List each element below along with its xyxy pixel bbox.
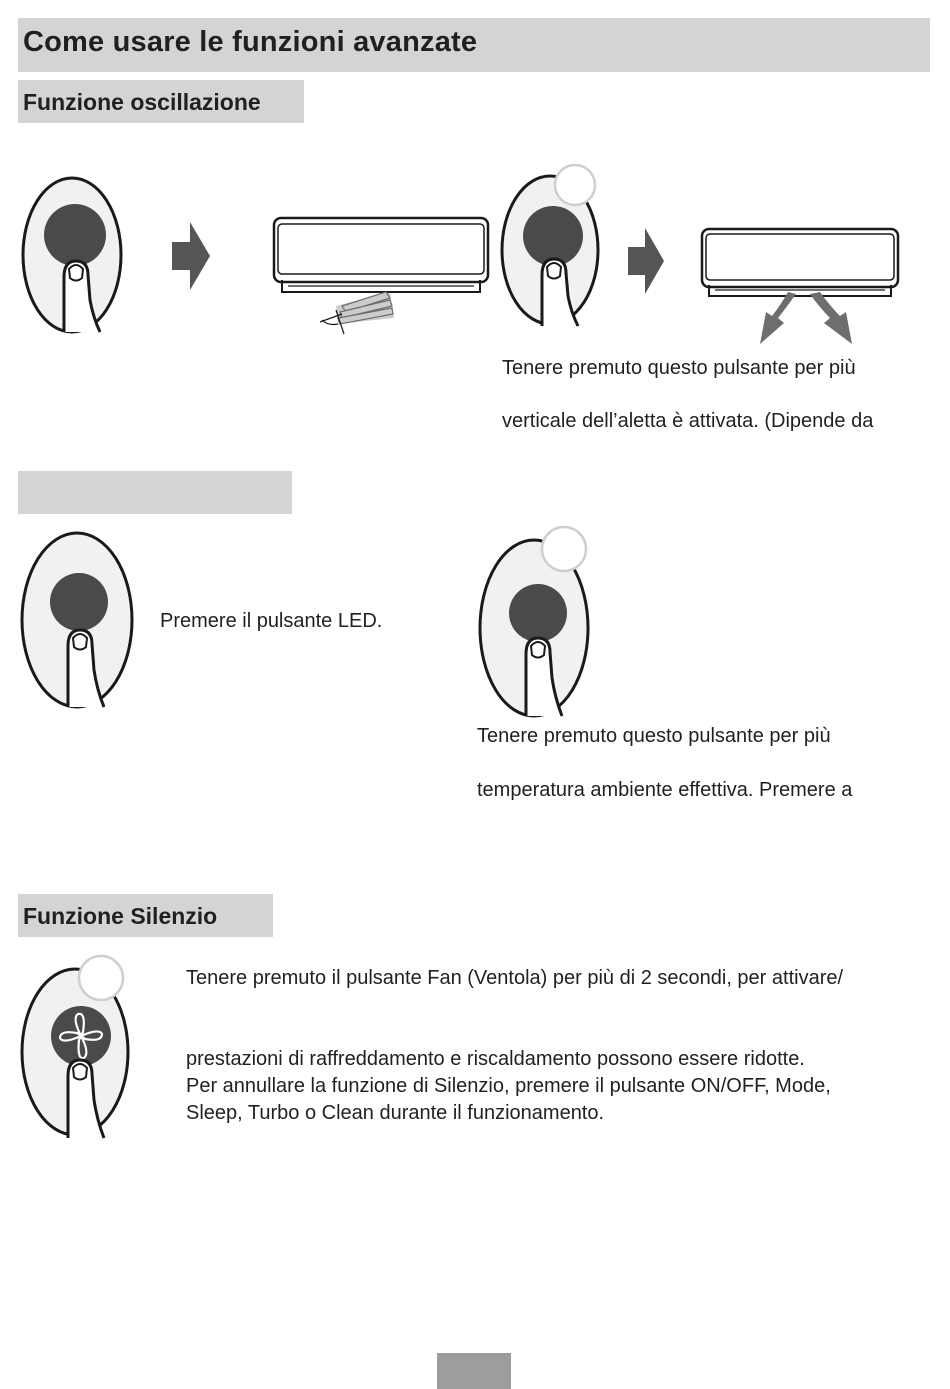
air-conditioner-illustration bbox=[272, 214, 492, 339]
silence-text-line3: Per annullare la funzione di Silenzio, premere il pulsante ON/OFF, Mode, bbox=[186, 1075, 831, 1097]
led-text-line2: temperatura ambiente effettiva. Premere a bbox=[477, 779, 853, 801]
swing-text-line1: Tenere premuto questo pulsante per più bbox=[502, 357, 856, 379]
section-bar-led bbox=[18, 471, 292, 514]
remote-button-hold-illustration bbox=[500, 160, 610, 332]
page-title: Come usare le funzioni avanzate bbox=[23, 26, 478, 58]
remote-led-hold-illustration bbox=[474, 522, 596, 720]
remote-led-button-illustration bbox=[20, 530, 138, 714]
silence-text-line4: Sleep, Turbo o Clean durante il funzionamento. bbox=[186, 1102, 605, 1124]
swing-text-line2: verticale dell’aletta è attivata. (Dipende da bbox=[502, 410, 874, 432]
remote-fan-button-illustration bbox=[20, 952, 132, 1138]
page-number-box bbox=[437, 1353, 511, 1389]
silence-text-line2: prestazioni di raffreddamento e riscaldamento possono essere ridotte. bbox=[186, 1048, 805, 1070]
air-conditioner-swing-illustration bbox=[700, 226, 902, 351]
led-instruction: Premere il pulsante LED. bbox=[160, 610, 383, 632]
arrow-right-icon bbox=[172, 222, 210, 290]
section-heading-silence: Funzione Silenzio bbox=[23, 903, 218, 929]
remote-button-press-illustration bbox=[20, 175, 130, 337]
section-heading-swing: Funzione oscillazione bbox=[23, 89, 261, 115]
arrow-right-icon bbox=[628, 228, 664, 294]
led-text-line1: Tenere premuto questo pulsante per più bbox=[477, 725, 831, 747]
silence-text-line1: Tenere premuto il pulsante Fan (Ventola) per più di 2 secondi, per attivare/ bbox=[186, 967, 844, 989]
